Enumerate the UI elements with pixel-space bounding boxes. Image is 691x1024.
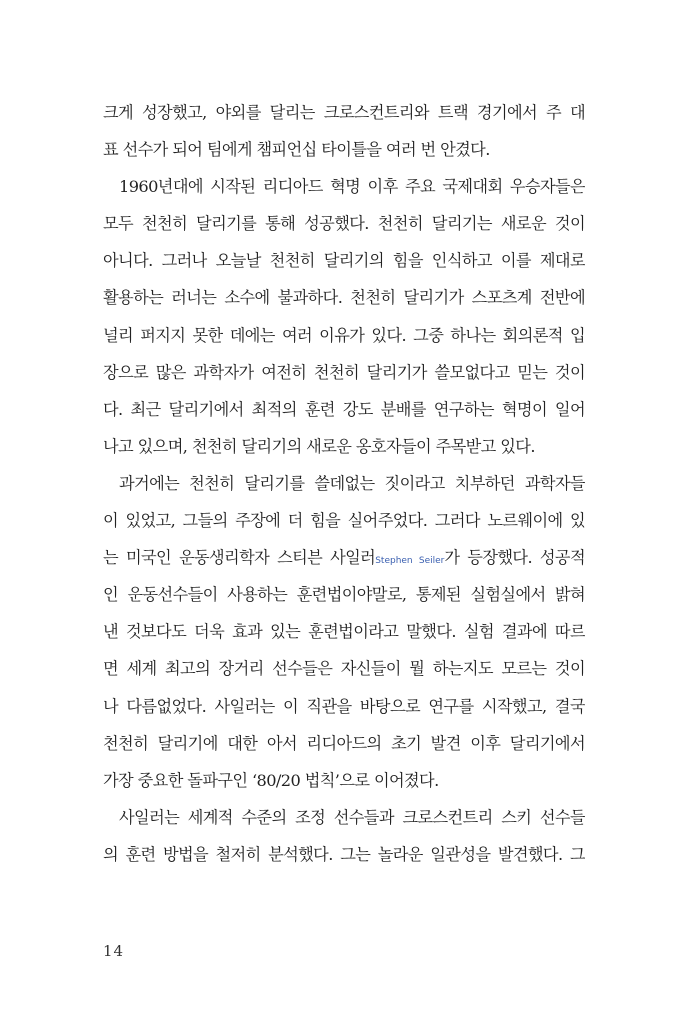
text-line-with-gloss bbox=[103, 539, 585, 576]
text-line: 면 세계 최고의 장거리 선수들은 자신들이 뭘 하는지도 모르는 것이 bbox=[103, 659, 585, 679]
text-line: 사일러는 세계적 수준의 조정 선수들과 크로스컨트리 스키 선수들 bbox=[119, 807, 585, 827]
text-segment: 가 등장했다. 성공적 bbox=[444, 548, 585, 568]
text-line: 장으로 많은 과학자가 여전히 천천히 달리기가 쓸모없다고 믿는 것이 bbox=[103, 362, 585, 382]
text-line: 이 있었고, 그들의 주장에 더 힘을 실어주었다. 그러다 노르웨이에 있 bbox=[103, 511, 585, 531]
text-line: 나 다름없었다. 사일러는 이 직관을 바탕으로 연구를 시작했고, 결국 bbox=[103, 696, 585, 716]
text-line: 활용하는 러너는 소수에 불과하다. 천천히 달리기가 스포츠계 전반에 bbox=[103, 288, 585, 308]
text-line: 다. 최근 달리기에서 최적의 훈련 강도 분배를 연구하는 혁명이 일어 bbox=[103, 399, 585, 419]
text-line: 널리 퍼지지 못한 데에는 여러 이유가 있다. 그중 하나는 회의론적 입 bbox=[103, 325, 585, 345]
text-line: 과거에는 천천히 달리기를 쓸데없는 짓이라고 치부하던 과학자들 bbox=[119, 473, 585, 493]
text-line: 아니다. 그러나 오늘날 천천히 달리기의 힘을 인식하고 이를 제대로 bbox=[103, 251, 585, 271]
text-line: 표 선수가 되어 팀에게 챔피언십 타이틀을 여러 번 안겼다. bbox=[103, 140, 490, 160]
text-line: 모두 천천히 달리기를 통해 성공했다. 천천히 달리기는 새로운 것이 bbox=[103, 214, 585, 234]
text-line: 천천히 달리기에 대한 아서 리디아드의 초기 발견 이후 달리기에서 bbox=[103, 733, 585, 753]
body-text bbox=[103, 94, 585, 873]
text-line: 1960년대에 시작된 리디아드 혁명 이후 주요 국제대회 우승자들은 bbox=[119, 177, 585, 197]
text-line: 나고 있으며, 천천히 달리기의 새로운 옹호자들이 주목받고 있다. bbox=[103, 436, 535, 456]
text-segment: 는 미국인 운동생리학자 스티븐 사일러 bbox=[103, 548, 376, 568]
text-line: 의 훈련 방법을 철저히 분석했다. 그는 놀라운 일관성을 발견했다. 그 bbox=[103, 844, 585, 864]
text-line: 가장 중요한 돌파구인 ‘80/20 법칙’으로 이어졌다. bbox=[103, 770, 439, 790]
english-name-gloss: Stephen Seiler bbox=[375, 556, 445, 567]
text-line: 낸 것보다도 더욱 효과 있는 훈련법이라고 말했다. 실험 결과에 따르 bbox=[103, 622, 585, 642]
page-number: 14 bbox=[103, 942, 125, 960]
text-line: 크게 성장했고, 야외를 달리는 크로스컨트리와 트랙 경기에서 주 대 bbox=[103, 103, 585, 122]
text-line: 인 운동선수들이 사용하는 훈련법이야말로, 통제된 실험실에서 밝혀 bbox=[103, 585, 585, 605]
